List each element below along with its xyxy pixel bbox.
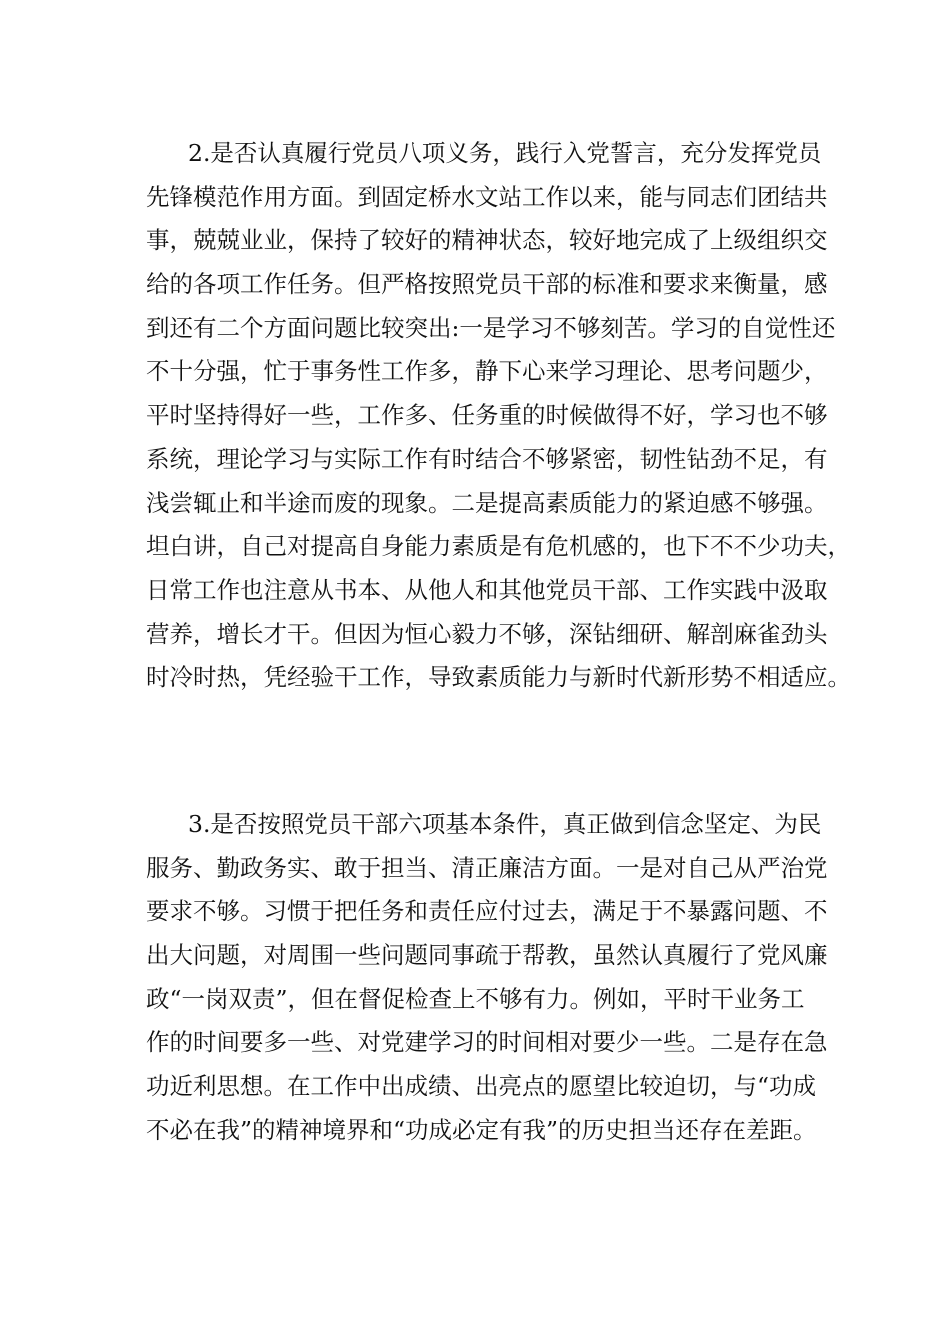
text-line: 服务、勤政务实、敢于担当、清正廉洁方面。一是对自己从严治党 [146, 853, 828, 882]
text-line: 政“一岗双责”，但在督促检查上不够有力。例如，平时干业务工 [146, 984, 805, 1013]
text-line: 系统，理论学习与实际工作有时结合不够紧密，韧性钻劲不足，有 [146, 444, 828, 473]
text-line: 不必在我”的精神境界和“功成必定有我”的历史担当还存在差距。 [146, 1115, 817, 1144]
text-line: 3.是否按照党员干部六项基本条件，真正做到信念坚定、为民 [188, 810, 822, 838]
paragraph-item-2 [146, 132, 851, 700]
text-line: 事，兢兢业业，保持了较好的精神状态，较好地完成了上级组织交 [146, 226, 828, 255]
text-line: 营养，增长才干。但因为恒心毅力不够，深钻细研、解剖麻雀劲头 [146, 619, 828, 648]
text-line: 浅尝辄止和半途而废的现象。二是提高素质能力的紧迫感不够强。 [146, 488, 828, 517]
text-line: 2.是否认真履行党员八项义务，践行入党誓言，充分发挥党员 [188, 139, 822, 167]
text-line: 作的时间要多一些、对党建学习的时间相对要少一些。二是存在急 [146, 1028, 828, 1057]
text-line: 坦白讲，自己对提高自身能力素质是有危机感的，也下不不少功夫， [146, 532, 851, 561]
text-line: 平时坚持得好一些，工作多、任务重的时候做得不好，学习也不够 [146, 401, 828, 430]
text-line: 给的各项工作任务。但严格按照党员干部的标准和要求来衡量，感 [146, 270, 828, 299]
text-line: 先锋模范作用方面。到固定桥水文站工作以来，能与同志们团结共 [146, 182, 828, 211]
text-line: 日常工作也注意从书本、从他人和其他党员干部、工作实践中汲取 [146, 575, 828, 604]
text-line: 功近利思想。在工作中出成绩、出亮点的愿望比较迫切，与“功成 [146, 1072, 817, 1101]
paragraph-item-3 [146, 803, 828, 1153]
text-line: 要求不够。习惯于把任务和责任应付过去，满足于不暴露问题、不 [146, 897, 828, 926]
text-line: 不十分强，忙于事务性工作多，静下心来学习理论、思考问题少， [146, 357, 828, 386]
text-line: 出大问题，对周围一些问题同事疏于帮教，虽然认真履行了党风廉 [146, 941, 828, 970]
text-line: 时冷时热，凭经验干工作，导致素质能力与新时代新形势不相适应。 [146, 663, 851, 692]
text-line: 到还有二个方面问题比较突出:一是学习不够刻苦。学习的自觉性还 [146, 313, 836, 342]
